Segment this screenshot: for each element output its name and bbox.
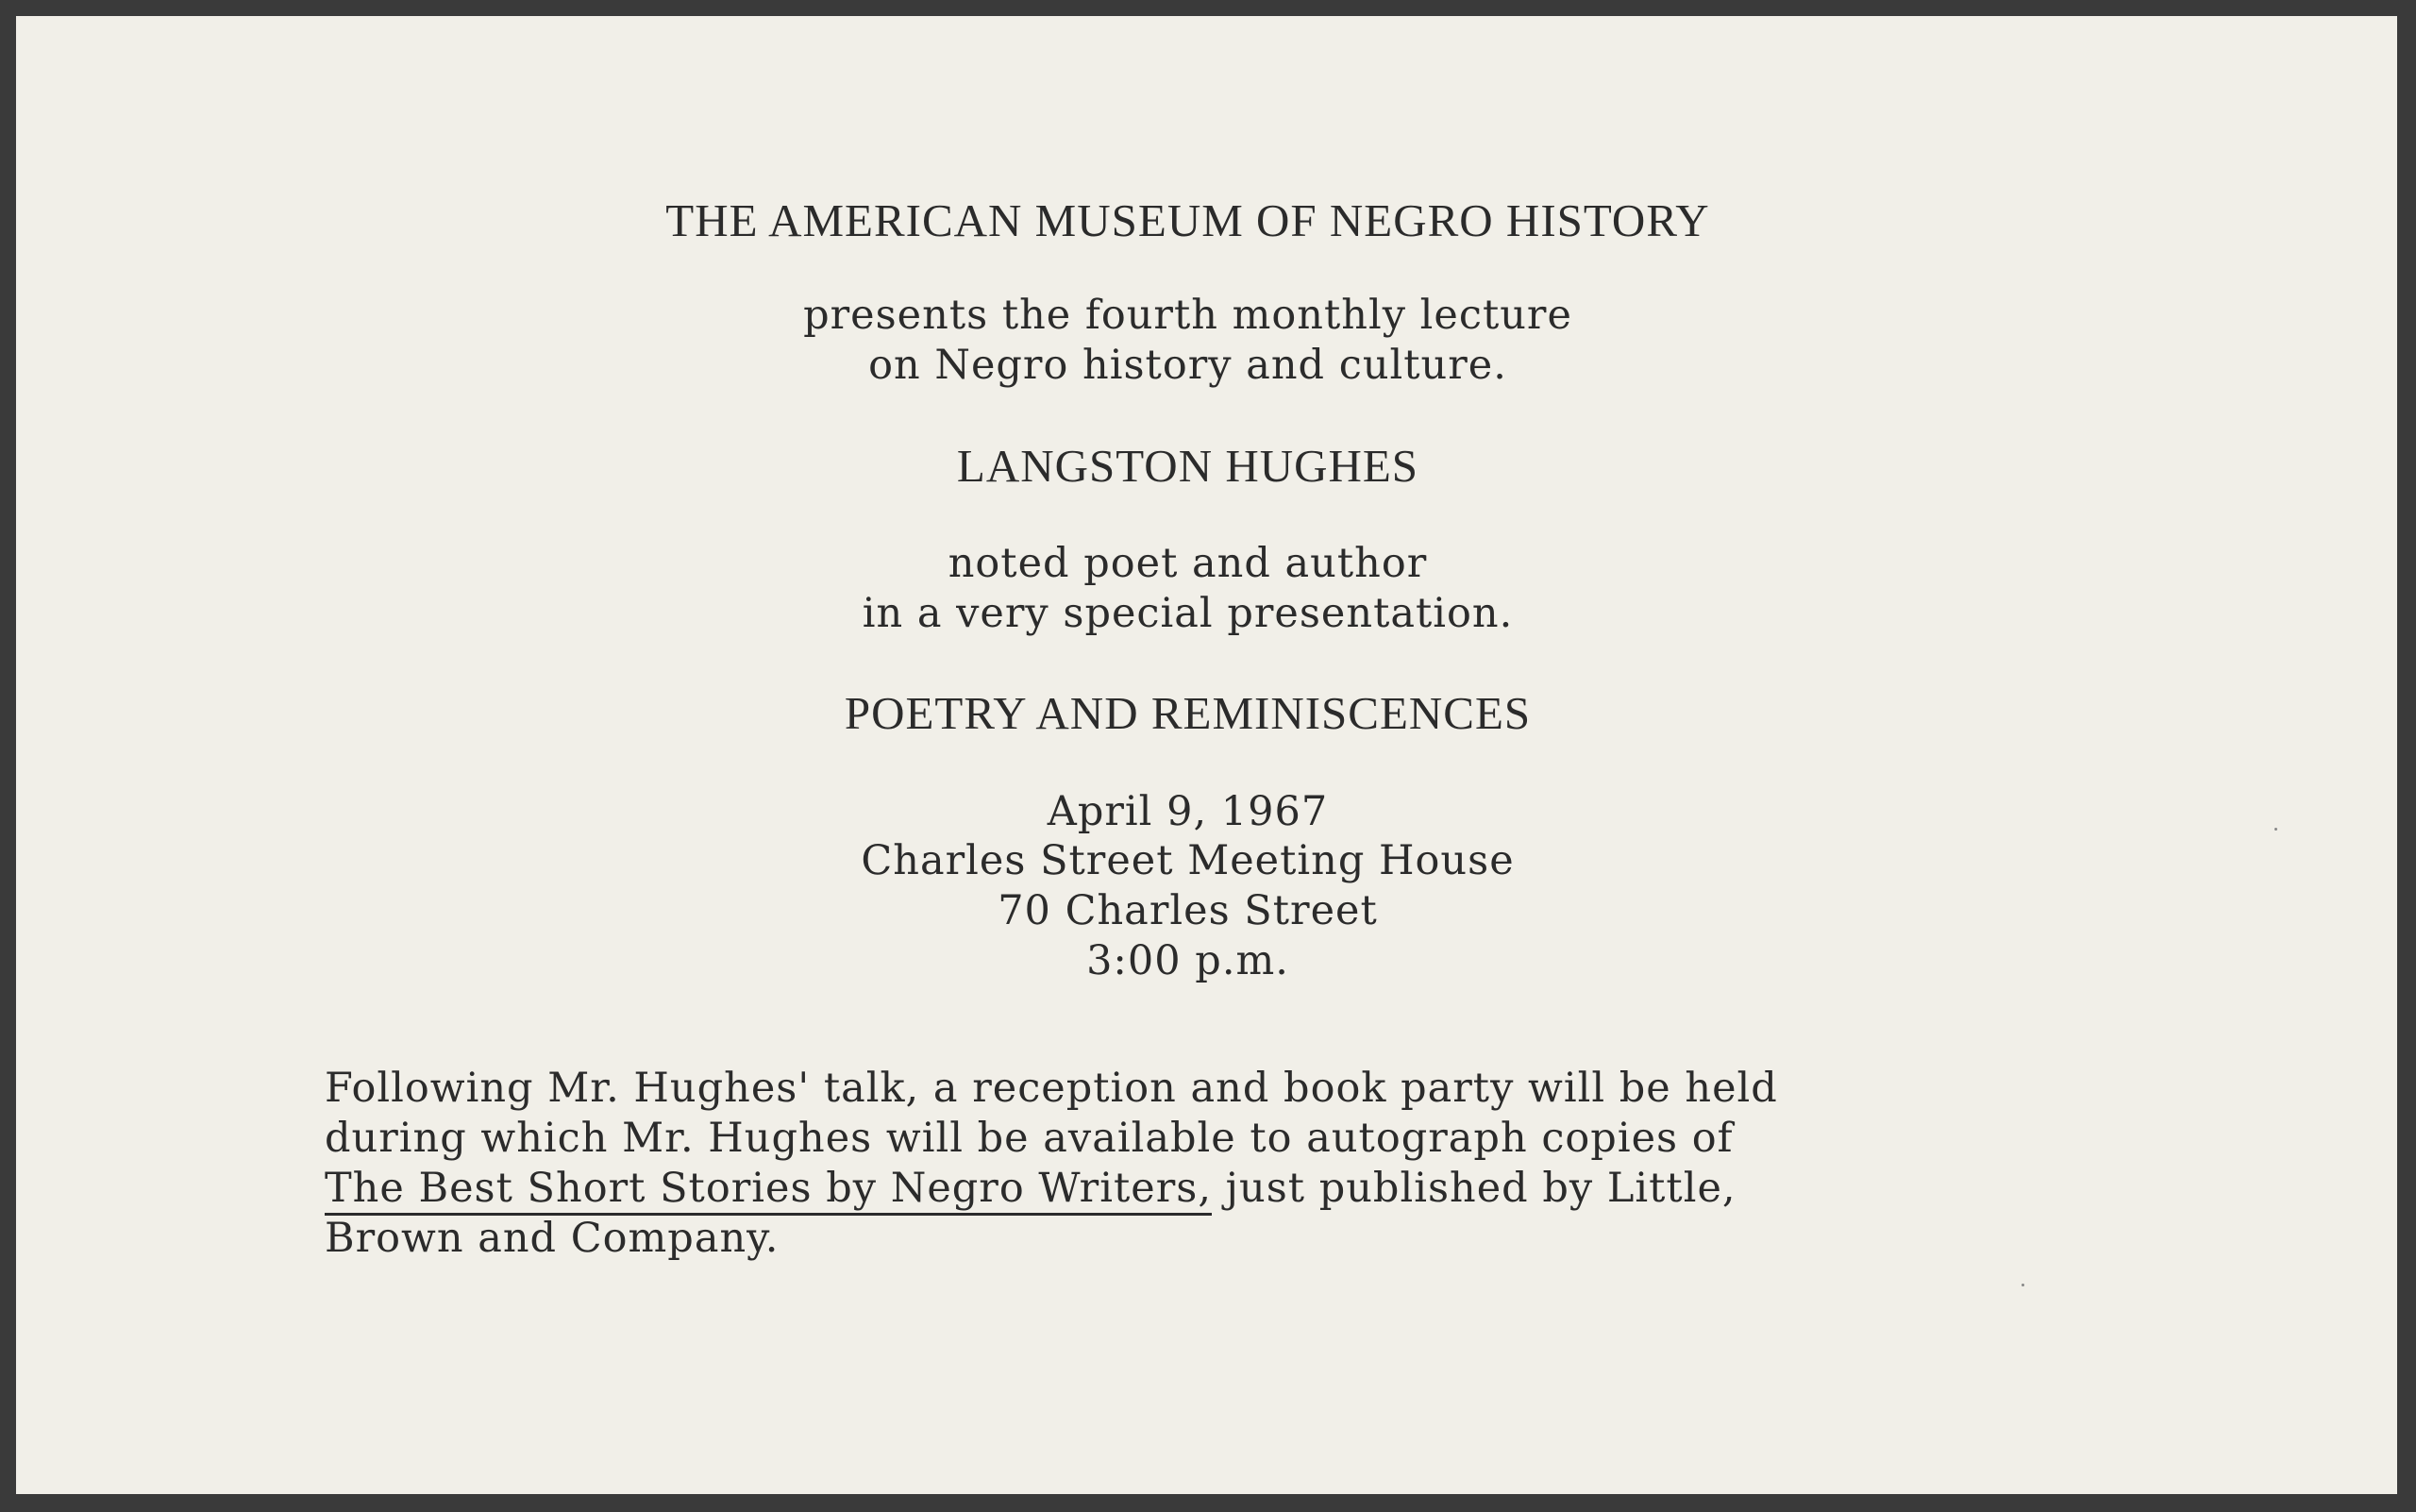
book-title: The Best Short Stories by Negro Writers, bbox=[325, 1165, 1212, 1212]
paragraph-line-2: during which Mr. Hughes will be available to autograph copies of bbox=[325, 1115, 1734, 1162]
speaker-desc-line-2: in a very special presentation. bbox=[862, 590, 1514, 637]
museum-name: THE AMERICAN MUSEUM OF NEGRO HISTORY bbox=[665, 194, 1710, 246]
speaker-name: LANGSTON HUGHES bbox=[956, 440, 1419, 492]
paper-speck bbox=[2274, 828, 2277, 831]
event-address: 70 Charles Street bbox=[998, 887, 1378, 934]
speaker-desc-line-1: noted poet and author bbox=[948, 540, 1428, 587]
program-title: POETRY AND REMINISCENCES bbox=[844, 687, 1532, 739]
invitation-card bbox=[16, 16, 2397, 1494]
event-time: 3:00 p.m. bbox=[1086, 937, 1289, 984]
presents-line-2: on Negro history and culture. bbox=[868, 342, 1507, 389]
event-venue: Charles Street Meeting House bbox=[861, 837, 1515, 884]
paragraph-line-1: Following Mr. Hughes' talk, a reception and book party will be held bbox=[325, 1065, 1778, 1112]
paper-speck bbox=[2022, 1284, 2024, 1286]
paragraph-line-3-rest: just published by Little, bbox=[1212, 1165, 1736, 1212]
event-date: April 9, 1967 bbox=[1047, 788, 1329, 835]
paragraph-line-3 bbox=[325, 1164, 2080, 1214]
paragraph-line-4: Brown and Company. bbox=[325, 1215, 780, 1262]
reception-paragraph bbox=[325, 1064, 2080, 1264]
presents-line-1: presents the fourth monthly lecture bbox=[803, 292, 1572, 339]
